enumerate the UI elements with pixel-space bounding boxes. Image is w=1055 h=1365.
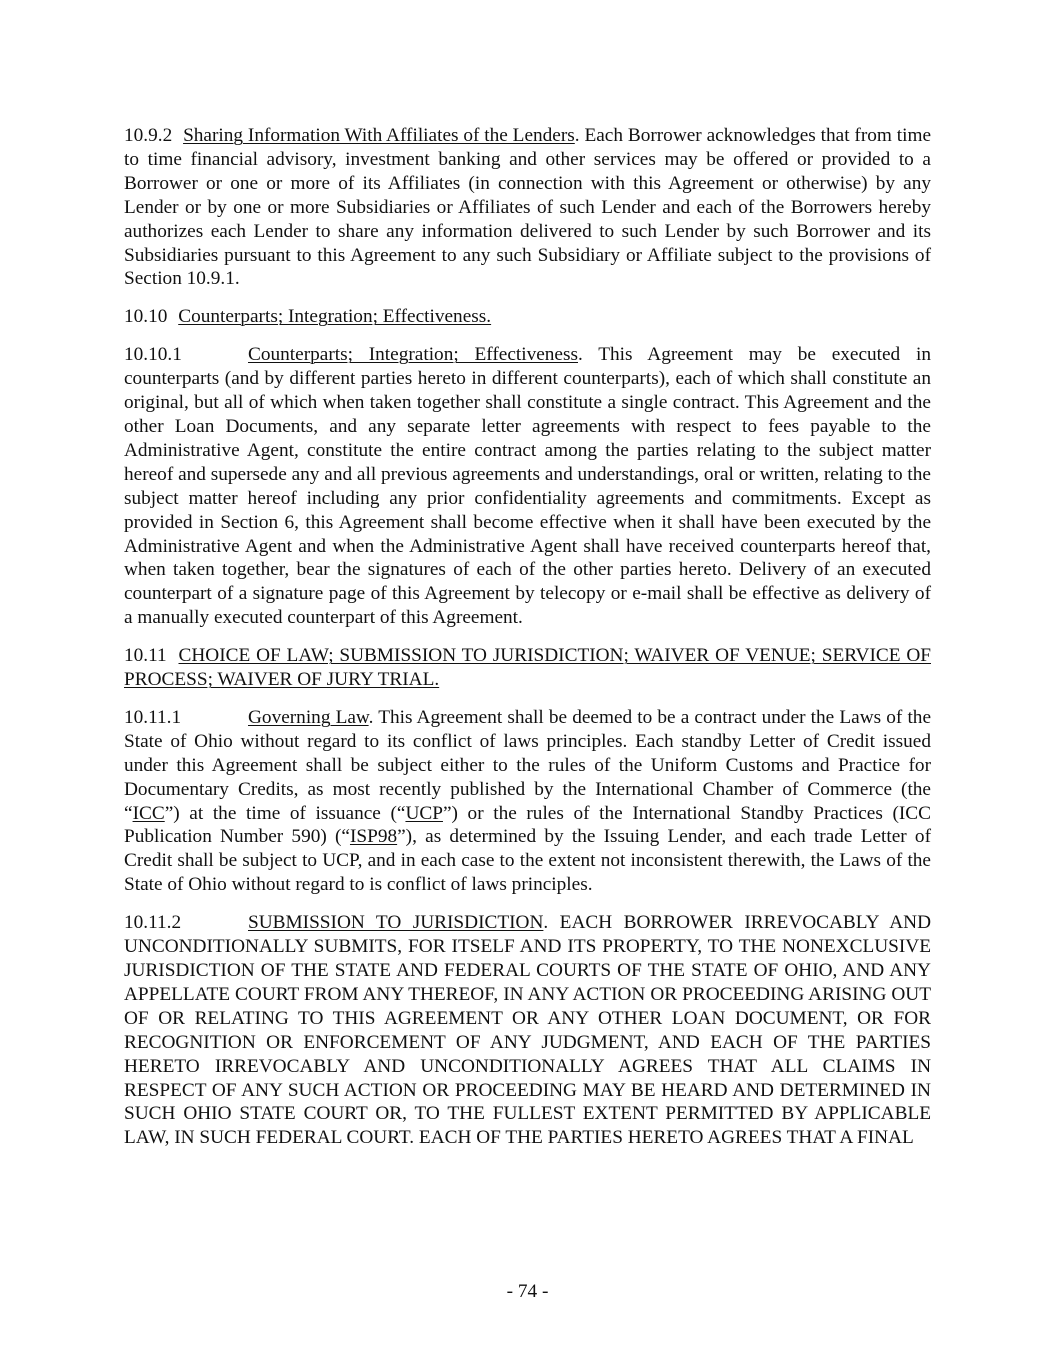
- section-title: SUBMISSION TO JURISDICTION: [248, 912, 544, 934]
- section-10-10-1: [124, 343, 931, 630]
- section-title: Sharing Information With Affiliates of the Lenders: [183, 125, 575, 146]
- section-title: CHOICE OF LAW; SUBMISSION TO JURISDICTION; WAIVER OF VENUE; SERVICE OF PROCESS; WAIVER OF JURY TRIAL.: [124, 645, 931, 691]
- section-number: 10.11.1: [124, 706, 182, 728]
- section-body-part-3: ”) or the rules of the International Standby Practices (ICC Publication Number 590) (“: [124, 802, 932, 848]
- section-body-part-1: . This Agreement shall be deemed to be a contract under the Laws of the State of Ohio without regard to its conflict of laws principles. Each standby Letter of Credit issued under this Agreement shall be subject either to the rules of the Uniform Customs and Practice for Documentary Credits, as most recently published by the International Chamber of Commerce (the “: [124, 706, 931, 824]
- section-10-10-heading: [124, 305, 931, 329]
- section-number: 10.11.2: [124, 912, 182, 934]
- section-10-11-1: [124, 706, 931, 897]
- section-number: 10.10: [124, 306, 168, 328]
- page-number: - 74 -: [506, 1281, 549, 1302]
- section-title: Counterparts; Integration; Effectiveness: [248, 344, 578, 366]
- section-title: Governing Law: [248, 706, 369, 728]
- defined-term-isp98: ISP98: [349, 826, 398, 848]
- defined-term-icc: ICC: [132, 802, 165, 824]
- section-body: . EACH BORROWER IRREVOCABLY AND UNCONDITIONALLY SUBMITS, FOR ITSELF AND ITS PROPERTY, TO THE NONEXCLUSIVE JURISDICTION OF THE STATE AND FEDERAL COURTS OF THE STATE OF OHIO, AND ANY APPELLATE COURT FROM ANY THEREOF, IN ANY ACTION OR PROCEEDING ARISING OUT OF OR RELATING TO THIS AGREEMENT OR ANY OTHER LOAN DOCUMENT, OR FOR RECOGNITION OR ENFORCEMENT OF ANY JUDGMENT, AND EACH OF THE PARTIES HERETO IRREVOCABLY AND UNCONDITIONALLY AGREES THAT ALL CLAIMS IN RESPECT OF ANY SUCH ACTION OR PROCEEDING MAY BE HEARD AND DETERMINED IN SUCH OHIO STATE COURT OR, TO THE FULLEST EXTENT PERMITTED BY APPLICABLE LAW, IN SUCH FEDERAL COURT. EACH OF THE PARTIES HERETO AGREES THAT A FINAL: [124, 912, 931, 1149]
- section-title: Counterparts; Integration; Effectiveness.: [178, 306, 492, 328]
- section-body: . Each Borrower acknowledges that from time to time financial advisory, investment banking and other services may be offered or provided to a Borrower or one or more of its Affiliates (in connection with this Agreement or otherwise) by any Lender or by one or more Subsidiaries or Affiliates of such Lender and each of the Borrowers hereby authorizes each Lender to share any information delivered to such Lender by such Borrower and its Subsidiaries pursuant to this Agreement to any such Subsidiary or Affiliate subject to the provisions of Section 10.9.1.: [124, 125, 931, 290]
- defined-term-ucp: UCP: [405, 802, 443, 824]
- section-body-part-4: ”), as determined by the Issuing Lender, and each trade Letter of Credit shall be subject to UCP, and in each case to the extent not inconsistent therewith, the Laws of the State of Ohio without regard to is conflict of laws principles.: [124, 826, 931, 896]
- document-page: [124, 124, 931, 1164]
- section-10-11-heading: [124, 644, 931, 692]
- section-number: 10.10.1: [124, 344, 182, 366]
- section-number: 10.11: [124, 645, 167, 667]
- section-10-11-2: [124, 911, 931, 1150]
- section-10-9-2: [124, 124, 931, 291]
- section-body-part-2: ”) at the time of issuance (“: [164, 802, 406, 824]
- section-number: 10.9.2: [124, 125, 173, 146]
- section-body: . This Agreement may be executed in counterparts (and by different parties hereto in different counterparts), each of which shall constitute an original, but all of which when taken together shall constitute a single contract. This Agreement and the other Loan Documents, and any separate letter agreements with respect to fees payable to the Administrative Agent, constitute the entire contract among the parties relating to the subject matter hereof and supersede any and all previous agreements and understandings, oral or written, relating to the subject matter hereof including any prior confidentiality agreements and commitments. Except as provided in Section 6, this Agreement shall become effective when it shall have been executed by the Administrative Agent and when the Administrative Agent shall have received counterparts hereof that, when taken together, bear the signatures of each of the other parties hereto. Delivery of an executed counterpart of a signature page of this Agreement by telecopy or e-mail shall be effective as delivery of a manually executed counterpart of this Agreement.: [124, 344, 931, 629]
